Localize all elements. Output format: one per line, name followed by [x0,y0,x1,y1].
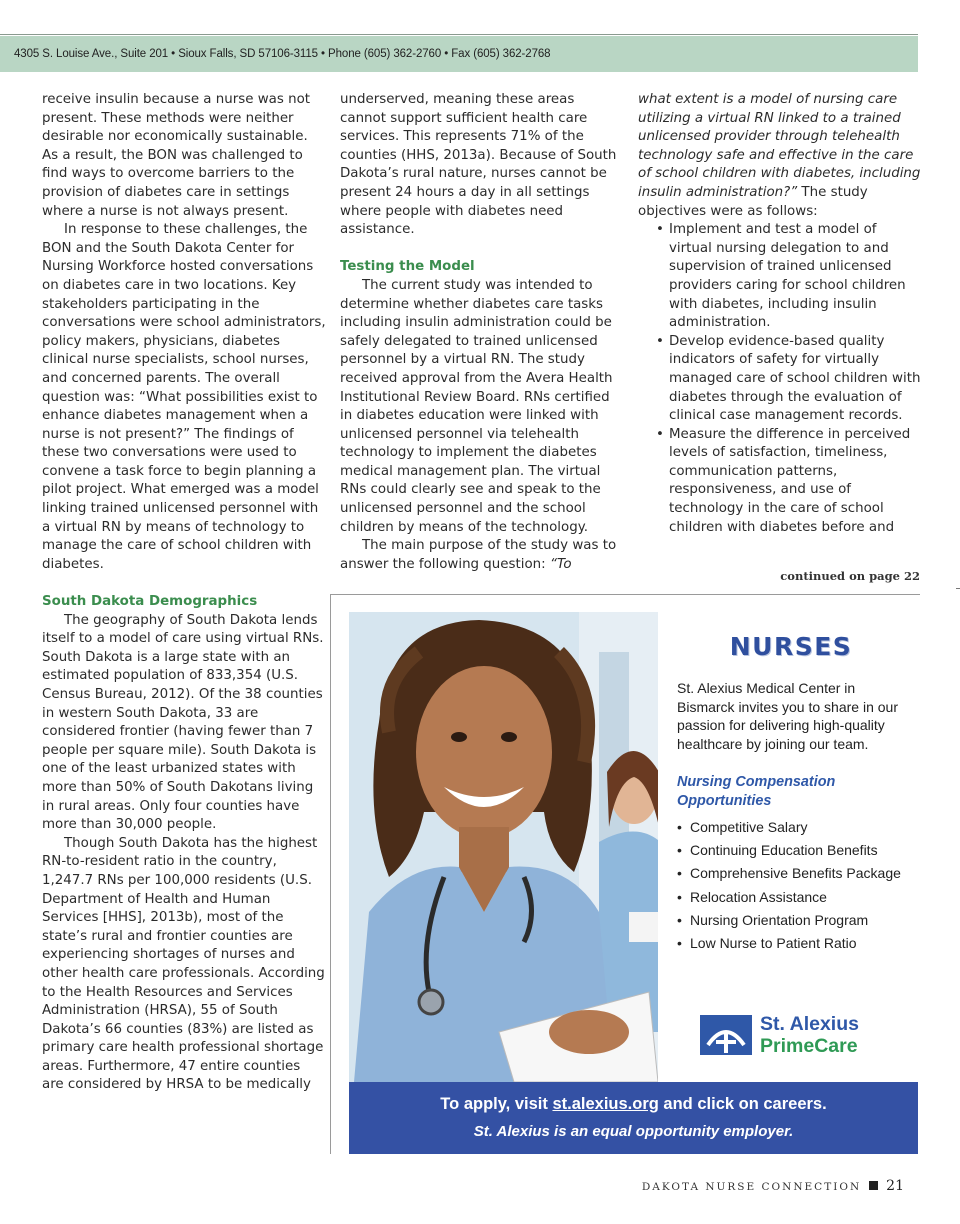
ad-headline: NURSES [729,632,853,661]
apply-text-end: and click on careers. [658,1095,827,1113]
article-column-1 [42,91,326,1095]
benefits-list [677,816,917,955]
logo-wordmark [760,1013,859,1057]
publication-name: DAKOTA NURSE CONNECTION [641,1181,862,1193]
section-heading-demographics: South Dakota Demographics [42,594,258,610]
apply-text: To apply, visit [440,1095,553,1113]
logo-line-1: St. Alexius [760,1013,859,1035]
article-column-3 [638,91,922,537]
paragraph-text: The main purpose of the study was to answer the following question: [340,538,617,572]
logo-line-2: PrimeCare [760,1035,858,1057]
square-icon [869,1181,878,1190]
ad-intro: St. Alexius Medical Center in Bismarck invites you to share in our passion for delivering high-quality healthcare by joining our team. [677,680,898,752]
benefit-item: • Low Nurse to Patient Ratio [677,932,917,955]
header-rule [0,34,918,35]
benefit-item: • Relocation Assistance [677,886,917,909]
ad-compensation-title: Nursing Compensation Opportunities [677,774,836,809]
section-heading-testing: Testing the Model [340,259,475,275]
eoe-statement: St. Alexius is an equal opportunity employer. [473,1123,794,1140]
ad-frame-left [330,594,331,1154]
benefit-item: • Continuing Education Benefits [677,839,917,862]
study-question: what extent is a model of nursing care utilizing a virtual RN linked to a trained unlicensed provider through telehealth technology safe and effective in the care of school children with diabetes, including insulin administration?” [638,92,921,200]
paragraph: Though South Dakota has the highest RN-to-resident ratio in the country, 1,247.7 RNs per 100,000 residents (U.S. Department of Health and Human Services [HHS], 2013b), most of the state’s rural and frontier counties are experiencing shortages of nurses and other health care professionals. According to the Health Resources and Services Administration (HRSA), 55 of South Dakota’s 66 counties (83%) are listed as primary care health professional shortage areas. Furthermore, 47 entire counties are considered by HRSA to be medically [42,835,325,1093]
paragraph [638,91,922,221]
paragraph: In response to these challenges, the BON and the South Dakota Center for Nursing Workforce hosted conversations on diabetes care in two locations. Key stakeholders participating in the conversations were school administrators, policy makers, physicians, diabetes clinical nurse specialists, school nurses, and concerned parents. The overall question was: “What possibilities exist to enhance diabetes management when a nurse is not present?” The findings of these two conversations were used to convene a task force to begin planning a pilot project. What emerged was a model linking trained unlicensed personnel with a virtual RN by means of technology to manage the care of school children with diabetes. [42,222,326,572]
paragraph: The geography of South Dakota lends itself to a model of care using virtual RNs. South Dakota is a large state with an estimated population of 833,354 (U.S. Census Bureau, 2012). Of the 38 counties in western South Dakota, 33 are considered frontier (having fewer than 7 people per square mile). South Dakota is one of the least urbanized states with more than 50% of South Dakotans living in rural areas. Only four counties have more than 30,000 people. [42,612,324,833]
apply-line [349,1094,918,1114]
careers-link[interactable]: st.alexius.org [552,1095,659,1113]
list-item: • Develop evidence-based quality indicators of safety for virtually managed care of school children with diabetes through the evaluation of clinical case management records. [638,333,922,426]
list-item: • Measure the difference in perceived levels of satisfaction, timeliness, communication patterns, responsiveness, and use of technology in the care of school children with diabetes before and [638,426,922,538]
list-item: • Implement and test a model of virtual nursing delegation to and supervision of trained unlicensed providers caring for school children with diabetes, including insulin administration. [638,221,922,333]
benefit-item: • Competitive Salary [677,816,917,839]
continued-note: continued on page 22 [780,569,920,583]
nurse-photo [349,612,658,1082]
paragraph: The current study was intended to determine whether diabetes care tasks including insulin administration could be safely delegated to trained unlicensed personnel by a virtual RN. The study received approval from the Avera Health Institutional Review Board. RNs certified in diabetes education were linked with unlicensed personnel via telehealth technology to implement the diabetes medical management plan. The virtual RNs could clearly see and speak to the unlicensed personnel and the school children by means of the technology. [340,277,613,535]
st-alexius-logo [700,1013,890,1057]
apply-banner [349,1082,918,1154]
paragraph: receive insulin because a nurse was not present. These methods were neither desirable nor economically sustainable. As a result, the BON was challenged to find ways to overcome barriers to the provision of diabetes care in settings where a nurse is not always present. [42,92,311,219]
paragraph: underserved, meaning these areas cannot support sufficient health care services. This represents 71% of the counties (HHS, 2013a). Because of South Dakota’s rural nature, nurses cannot be present 24 hours a day in all settings where people with diabetes need assistance. [340,92,617,238]
address-bar: 4305 S. Louise Ave., Suite 201 • Sioux Falls, SD 57106-3115 • Phone (605) 362-2760 • Fax (605) 362-2768 [0,36,918,72]
paragraph [340,537,624,574]
spacer [42,574,326,593]
benefit-item: • Comprehensive Benefits Package [677,862,917,885]
page-number: 21 [886,1178,904,1194]
ad-text-panel [677,632,917,955]
page-footer [600,1175,904,1194]
objectives-list [638,221,922,537]
benefit-item: • Nursing Orientation Program [677,909,917,932]
paragraph-italic: “To [549,556,572,572]
article-column-2 [340,91,624,574]
nurse-illustration [349,612,658,1082]
spacer [340,240,624,259]
paragraph-text: The study objectives were as follows: [638,184,868,219]
edge-mark [956,588,960,589]
ad-frame-top [330,594,920,595]
logo-mark-icon [700,1015,752,1055]
